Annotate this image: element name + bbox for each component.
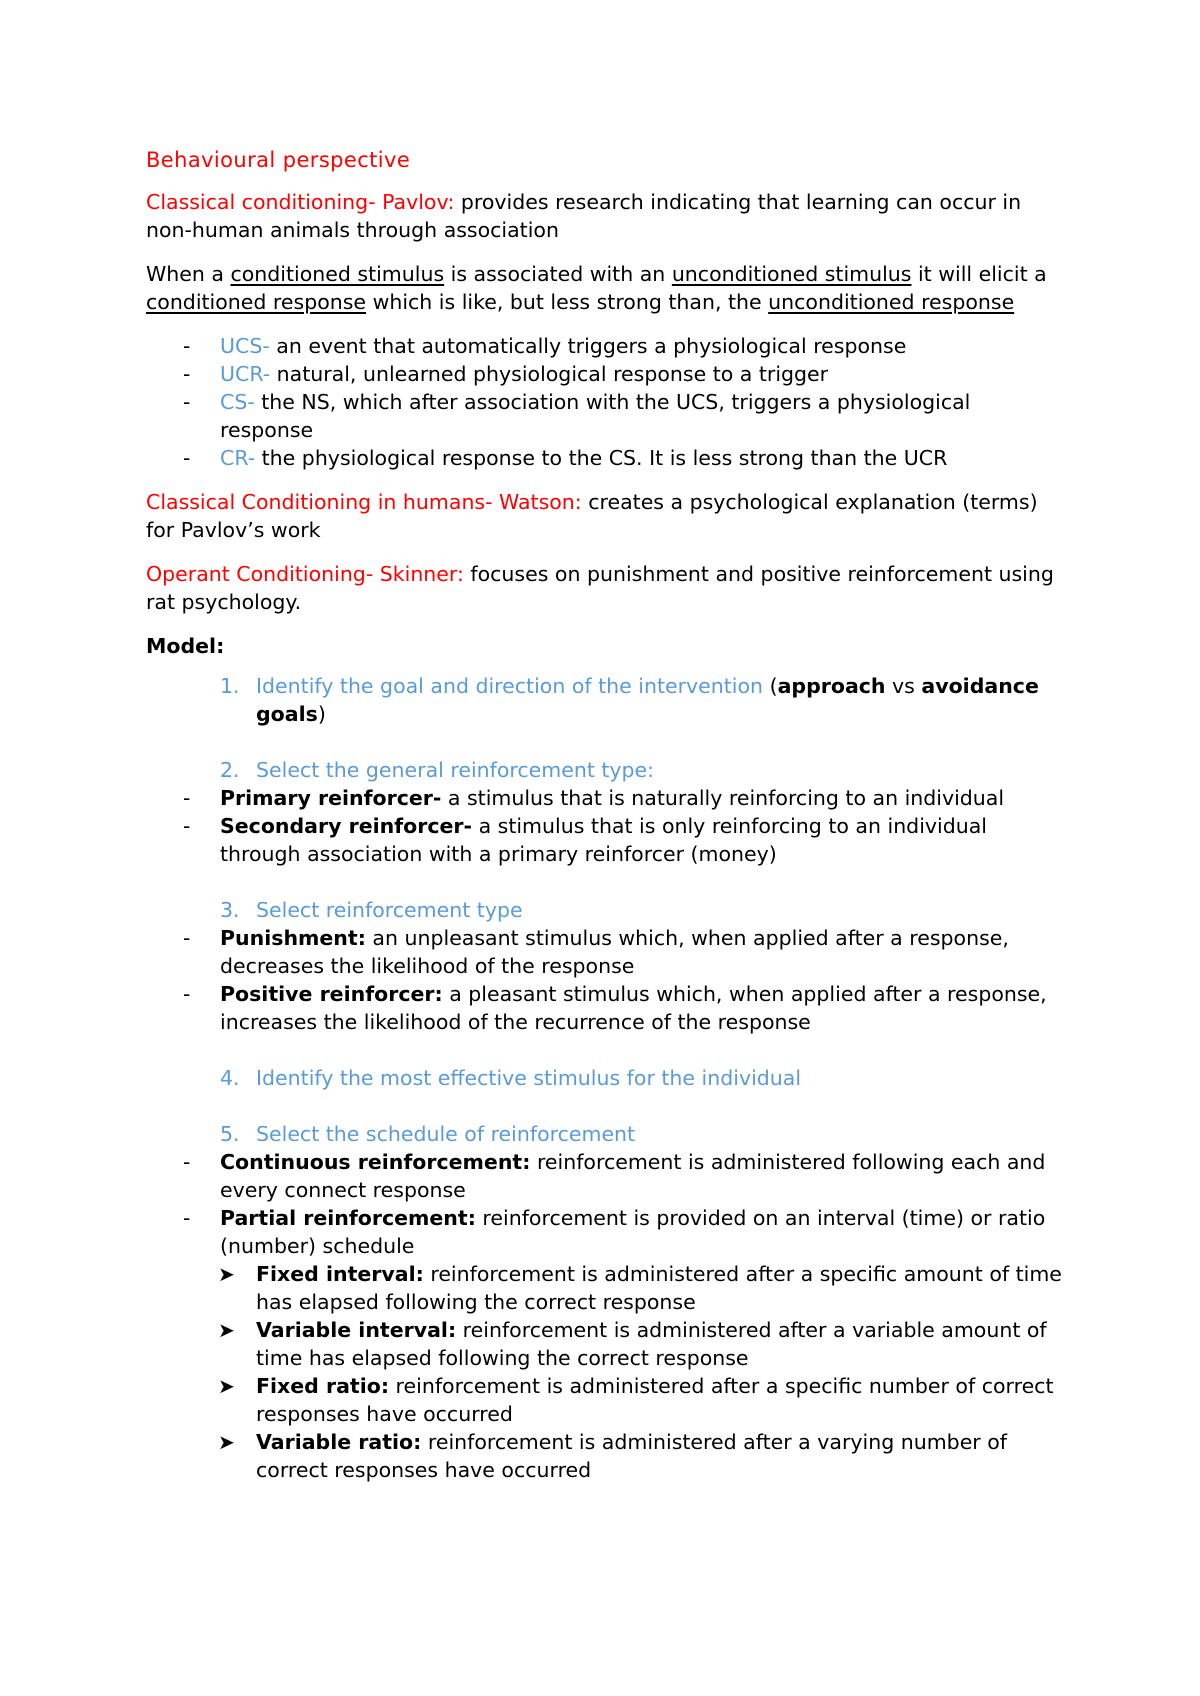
term-label: Variable ratio: [256, 1430, 422, 1454]
list-item [146, 360, 1066, 388]
list-item [146, 924, 1066, 980]
step-text: ) [317, 702, 326, 726]
step-text: Select the schedule of reinforcement [256, 1122, 636, 1146]
term-definition: an event that automatically triggers a physiological response [269, 334, 907, 358]
term-definition: the physiological response to the CS. It is less strong than the UCR [255, 446, 948, 470]
term-label: CS- [220, 390, 255, 414]
conditioned-stimulus-term: conditioned stimulus [230, 262, 445, 286]
approach-goal: approach [777, 674, 886, 698]
step-text: vs [885, 674, 922, 698]
step-text: ( [763, 674, 778, 698]
term-definition: a stimulus that is naturally reinforcing to an individual [441, 786, 1005, 810]
term-definition: a pleasant stimulus which, when applied after a response, increases the likelihood of the recurrence of the response [220, 982, 1047, 1034]
conditioned-response-term: conditioned response [146, 290, 367, 314]
term-label: Fixed interval: [256, 1262, 424, 1286]
step-number: 3. [220, 898, 240, 922]
skinner-paragraph [146, 560, 1066, 616]
list-item [146, 784, 1066, 812]
arrow-bullet-icon: ➤ [218, 1430, 235, 1454]
term-label: UCS- [220, 334, 270, 358]
unconditioned-response-term: unconditioned response [768, 290, 1015, 314]
watson-heading: Classical Conditioning in humans- Watson: [146, 490, 582, 514]
list-item [146, 1316, 1066, 1372]
term-label: Secondary reinforcer- [220, 814, 473, 838]
step-text: Identify the most effective stimulus for the individual [256, 1066, 802, 1090]
list-item [146, 812, 1066, 868]
model-step-1 [146, 672, 1066, 728]
reinforcer-types-list [146, 784, 1066, 868]
step-number: 4. [220, 1066, 240, 1090]
terms-list [146, 332, 1066, 472]
skinner-heading: Operant Conditioning- Skinner: [146, 562, 464, 586]
step-text: Select reinforcement type [256, 898, 523, 922]
term-label: Fixed ratio: [256, 1374, 390, 1398]
list-item [146, 1260, 1066, 1316]
term-label: Continuous reinforcement: [220, 1150, 531, 1174]
skinner-text: focuses on punishment and positive reinforcement using rat psychology. [146, 562, 1054, 614]
stimulus-paragraph [146, 260, 1066, 316]
term-definition: reinforcement is administered after a specific number of correct responses have occurred [256, 1374, 1054, 1426]
term-definition: natural, unlearned physiological response to a trigger [270, 362, 829, 386]
term-label: UCR- [220, 362, 271, 386]
model-step-5 [146, 1120, 1066, 1148]
list-item [146, 1372, 1066, 1428]
model-step-4 [146, 1064, 1066, 1092]
spacer [146, 1036, 1066, 1064]
model-label [146, 632, 1066, 660]
pavlov-paragraph [146, 188, 1066, 244]
model-label-text: Model: [146, 634, 225, 658]
term-label: Punishment: [220, 926, 366, 950]
unconditioned-stimulus-term: unconditioned stimulus [671, 262, 912, 286]
document-body [146, 146, 1066, 1484]
term-label: CR- [220, 446, 256, 470]
stimulus-text: When a [146, 262, 231, 286]
watson-text: creates a psychological explanation (terms) for Pavlov’s work [146, 490, 1038, 542]
spacer [146, 728, 1066, 756]
spacer [146, 1092, 1066, 1120]
arrow-bullet-icon: ➤ [218, 1374, 235, 1398]
list-item [146, 444, 1066, 472]
step-text: Select the general reinforcement type: [256, 758, 655, 782]
list-item [146, 1148, 1066, 1204]
term-definition: reinforcement is administered after a specific amount of time has elapsed following the correct response [256, 1262, 1062, 1314]
term-label: Positive reinforcer: [220, 982, 443, 1006]
page-title: Behavioural perspective [146, 148, 411, 172]
term-definition: reinforcement is administered after a varying number of correct responses have occurred [256, 1430, 1008, 1482]
step-number: 5. [220, 1122, 240, 1146]
reinforcement-types-list [146, 924, 1066, 1036]
spacer [146, 868, 1066, 896]
pavlov-text: provides research indicating that learning can occur in non-human animals through association [146, 190, 1022, 242]
model-step-3 [146, 896, 1066, 924]
arrow-bullet-icon: ➤ [218, 1262, 235, 1286]
schedules-list [146, 1148, 1066, 1260]
partial-schedule-list [146, 1260, 1066, 1484]
step-number: 2. [220, 758, 240, 782]
term-definition: reinforcement is provided on an interval (time) or ratio (number) schedule [220, 1206, 1046, 1258]
list-item [146, 388, 1066, 444]
stimulus-text: which is like, but less strong than, the [366, 290, 769, 314]
step-text: Identify the goal and direction of the intervention [256, 674, 764, 698]
term-definition: the NS, which after association with the UCS, triggers a physiological response [220, 390, 971, 442]
term-label: Primary reinforcer- [220, 786, 442, 810]
model-step-2 [146, 756, 1066, 784]
term-definition: reinforcement is administered following each and every connect response [220, 1150, 1046, 1202]
term-definition: a stimulus that is only reinforcing to an individual through association with a primary reinforcer (money) [220, 814, 987, 866]
pavlov-heading: Classical conditioning- Pavlov: [146, 190, 455, 214]
step-number: 1. [220, 674, 240, 698]
stimulus-text: is associated with an [444, 262, 672, 286]
avoidance-goal: avoidance goals [256, 674, 1039, 726]
term-label: Partial reinforcement: [220, 1206, 476, 1230]
list-item [146, 1204, 1066, 1260]
arrow-bullet-icon: ➤ [218, 1318, 235, 1342]
list-item [146, 1428, 1066, 1484]
stimulus-text: it will elicit a [911, 262, 1047, 286]
term-definition: reinforcement is administered after a variable amount of time has elapsed following the correct response [256, 1318, 1047, 1370]
term-definition: an unpleasant stimulus which, when applied after a response, decreases the likelihood of the response [220, 926, 1009, 978]
list-item [146, 980, 1066, 1036]
term-label: Variable interval: [256, 1318, 457, 1342]
watson-paragraph [146, 488, 1066, 544]
list-item [146, 332, 1066, 360]
